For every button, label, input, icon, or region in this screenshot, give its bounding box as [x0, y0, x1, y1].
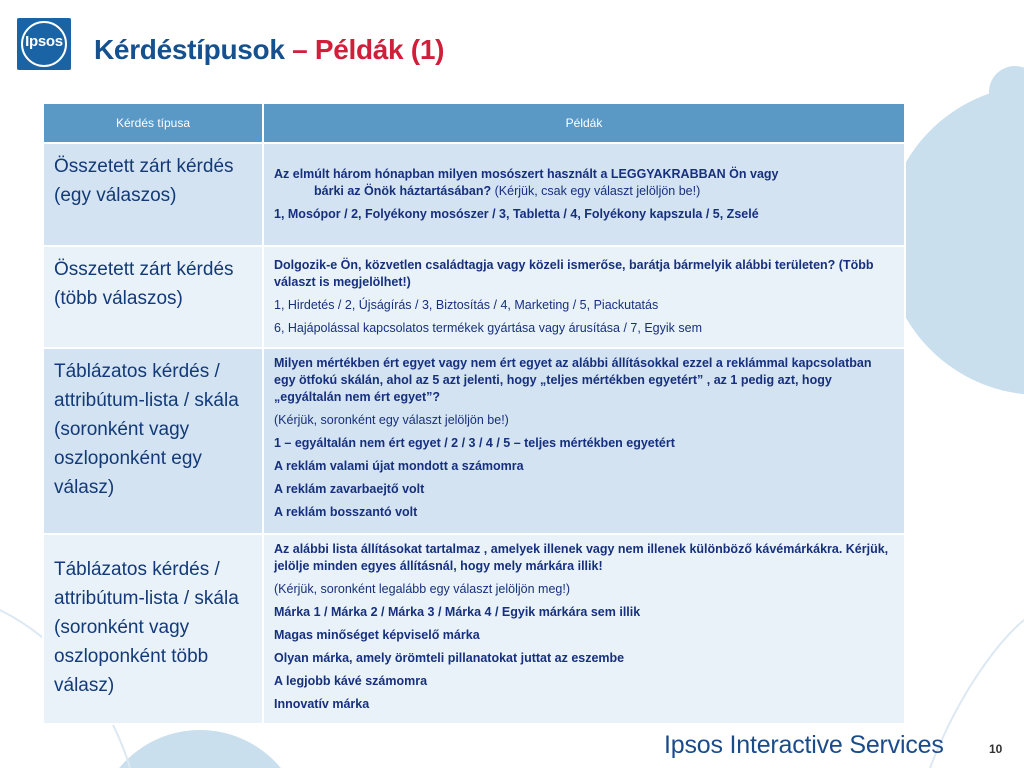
example-scale: 1 – egyáltalán nem ért egyet / 2 / 3 / 4 / 5 – teljes mértékben egyetért: [274, 436, 675, 450]
row-examples: [263, 348, 905, 534]
table-row: [43, 246, 905, 348]
row-type: Összetett zárt kérdés (több válaszos): [43, 246, 263, 348]
footer-brand: Ipsos Interactive Services: [664, 731, 944, 759]
example-item: A reklám zavarbaejtő volt: [274, 482, 425, 496]
ipsos-logo: [17, 18, 71, 70]
page-number: 10: [989, 742, 1003, 756]
example-question-cont: bárki az Önök háztartásában?: [314, 184, 492, 198]
example-answers: 1, Mosópor / 2, Folyékony mosószer / 3, Tabletta / 4, Folyékony kapszula / 5, Zselé: [274, 207, 759, 221]
example-item: Olyan márka, amely örömteli pillanatokat juttat az eszembe: [274, 651, 625, 665]
logo-text: Ipsos: [25, 33, 63, 50]
example-instruction: (Kérjük, csak egy választ jelöljön be!): [491, 184, 701, 198]
title-main: Kérdéstípusok: [94, 34, 285, 65]
table-row: [43, 143, 905, 246]
deco-circle-bottom: [95, 730, 305, 768]
example-item: Innovatív márka: [274, 697, 370, 711]
example-item: A reklám valami újat mondott a számomra: [274, 459, 524, 473]
example-answers-2: 6, Hajápolással kapcsolatos termékek gyártása vagy árusítása / 7, Egyik sem: [274, 321, 702, 335]
row-examples: [263, 534, 905, 724]
row-type: Táblázatos kérdés / attribútum-lista / skála (soronként vagy oszloponként egy válasz): [43, 348, 263, 534]
title-accent: – Példák (1): [292, 34, 445, 65]
example-brands: Márka 1 / Márka 2 / Márka 3 / Márka 4 / Egyik márkára sem illik: [274, 605, 641, 619]
example-item: Magas minőséget képviselő márka: [274, 628, 480, 642]
table-header-row: [43, 103, 905, 143]
example-question: Az alábbi lista állításokat tartalmaz , amelyek illenek vagy nem illenek különböző kávémárkákra. Kérjük, jelölje minden egyes állításnál, hogy mely márkára illik!: [274, 542, 889, 573]
row-type: Táblázatos kérdés / attribútum-lista / skála (soronként vagy oszloponként több válasz): [43, 534, 263, 724]
example-question: Az elmúlt három hónapban milyen mosószert használt a LEGGYAKRABBAN Ön vagy: [274, 167, 779, 181]
page-title: [94, 34, 444, 66]
deco-curve-right: [930, 620, 1024, 768]
header-examples: Példák: [263, 103, 905, 143]
example-instruction: (Kérjük, soronként legalább egy választ jelöljön meg!): [274, 582, 570, 596]
row-examples: [263, 143, 905, 246]
table-row: [43, 534, 905, 724]
example-answers-1: 1, Hirdetés / 2, Újságírás / 3, Biztosítás / 4, Marketing / 5, Piackutatás: [274, 298, 659, 312]
example-question: Milyen mértékben ért egyet vagy nem ért egyet az alábbi állításokkal ezzel a reklámmal kapcsolatban egy ötfokú skálán, ahol az 5 azt jelenti, hogy „teljes mértékben egyetért” , az 1 pedig azt, hogy „egyáltalán nem ért egyet”?: [274, 356, 872, 404]
row-examples: [263, 246, 905, 348]
table-row: [43, 348, 905, 534]
example-question: Dolgozik-e Ön, közvetlen családtagja vagy közeli ismerőse, barátja bármelyik alábbi területen? (Több választ is megjelölhet!): [274, 258, 874, 289]
example-instruction: (Kérjük, soronként egy választ jelöljön be!): [274, 413, 509, 427]
question-types-table: [42, 102, 906, 725]
example-item: A legjobb kávé számomra: [274, 674, 428, 688]
row-type: Összetett zárt kérdés (egy válaszos): [43, 143, 263, 246]
header-question-type: Kérdés típusa: [43, 103, 263, 143]
example-item: A reklám bosszantó volt: [274, 505, 418, 519]
